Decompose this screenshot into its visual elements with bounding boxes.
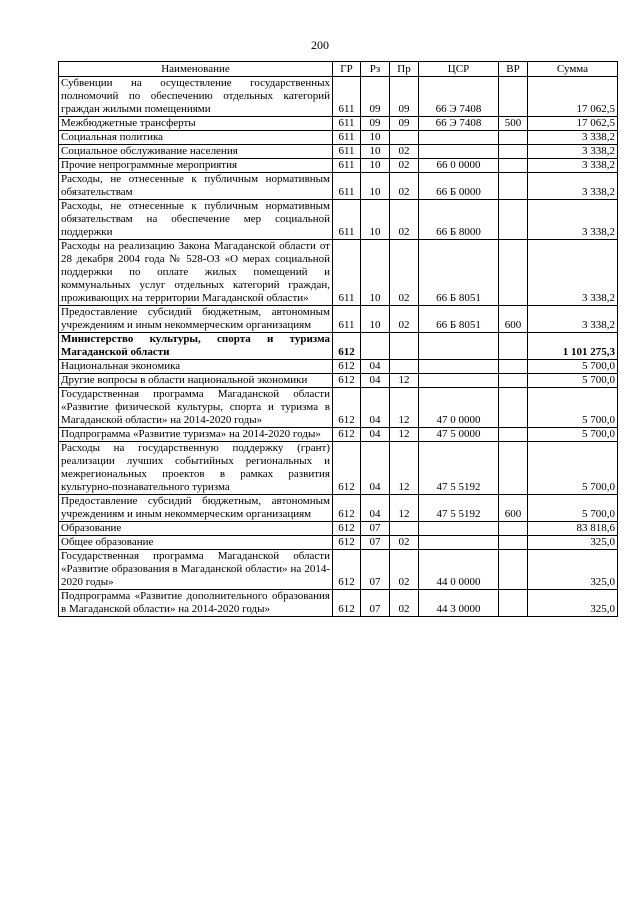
cell-sum: 5 700,0 [528, 388, 618, 428]
header-csr: ЦСР [419, 62, 499, 77]
cell-gr: 611 [333, 131, 361, 145]
cell-vr [499, 360, 528, 374]
cell-pr: 12 [390, 428, 419, 442]
cell-pr: 02 [390, 200, 419, 240]
table-row [59, 442, 618, 495]
table-row [59, 536, 618, 550]
table-row [59, 550, 618, 590]
cell-sum: 83 818,6 [528, 522, 618, 536]
cell-vr [499, 442, 528, 495]
cell-pr: 02 [390, 240, 419, 306]
cell-gr: 612 [333, 428, 361, 442]
cell-rz: 10 [361, 131, 390, 145]
cell-vr [499, 550, 528, 590]
cell-sum: 5 700,0 [528, 495, 618, 522]
cell-gr: 612 [333, 590, 361, 617]
cell-vr [499, 388, 528, 428]
table-row [59, 495, 618, 522]
cell-vr [499, 145, 528, 159]
cell-pr [390, 522, 419, 536]
budget-table [58, 61, 618, 617]
cell-gr: 611 [333, 77, 361, 117]
table-row [59, 428, 618, 442]
cell-gr: 612 [333, 333, 361, 360]
cell-vr [499, 77, 528, 117]
cell-pr: 02 [390, 173, 419, 200]
cell-csr [419, 360, 499, 374]
cell-csr [419, 131, 499, 145]
cell-rz: 07 [361, 536, 390, 550]
cell-vr: 500 [499, 117, 528, 131]
cell-rz: 04 [361, 360, 390, 374]
cell-rz: 10 [361, 306, 390, 333]
cell-sum: 3 338,2 [528, 159, 618, 173]
cell-gr: 612 [333, 388, 361, 428]
table-row [59, 388, 618, 428]
cell-name: Предоставление субсидий бюджетным, автономным учреждениям и иным некоммерческим организациям [59, 495, 333, 522]
header-gr: ГР [333, 62, 361, 77]
cell-name: Министерство культуры, спорта и туризма Магаданской области [59, 333, 333, 360]
cell-rz: 07 [361, 550, 390, 590]
cell-vr [499, 240, 528, 306]
cell-name: Расходы, не отнесенные к публичным нормативным обязательствам [59, 173, 333, 200]
header-vr: ВР [499, 62, 528, 77]
cell-name: Расходы на государственную поддержку (грант) реализации лучших событийных региональных и межрегиональных проектов в рамках развития культурно-познавательного туризма [59, 442, 333, 495]
cell-gr: 611 [333, 117, 361, 131]
cell-sum: 17 062,5 [528, 117, 618, 131]
cell-rz: 09 [361, 77, 390, 117]
cell-csr [419, 333, 499, 360]
cell-csr: 44 3 0000 [419, 590, 499, 617]
cell-sum: 3 338,2 [528, 240, 618, 306]
table-row [59, 374, 618, 388]
cell-gr: 612 [333, 374, 361, 388]
cell-pr: 02 [390, 306, 419, 333]
cell-vr [499, 536, 528, 550]
cell-pr [390, 333, 419, 360]
cell-rz [361, 333, 390, 360]
cell-name: Социальное обслуживание населения [59, 145, 333, 159]
cell-csr: 66 Б 8051 [419, 240, 499, 306]
cell-pr: 02 [390, 590, 419, 617]
cell-sum: 325,0 [528, 550, 618, 590]
cell-name: Расходы на реализацию Закона Магаданской области от 28 декабря 2004 года № 528-ОЗ «О мерах социальной поддержки по оплате жилых помещений и коммунальных услуг отдельных категорий граждан, проживающих на территории Магаданской области» [59, 240, 333, 306]
cell-vr [499, 333, 528, 360]
cell-csr: 66 Б 8051 [419, 306, 499, 333]
cell-name: Другие вопросы в области национальной экономики [59, 374, 333, 388]
cell-vr [499, 159, 528, 173]
cell-sum: 3 338,2 [528, 200, 618, 240]
cell-name: Подпрограмма «Развитие туризма» на 2014-2020 годы» [59, 428, 333, 442]
cell-pr: 02 [390, 550, 419, 590]
cell-sum: 3 338,2 [528, 145, 618, 159]
cell-csr: 66 Э 7408 [419, 77, 499, 117]
cell-pr: 09 [390, 117, 419, 131]
header-name: Наименование [59, 62, 333, 77]
cell-vr: 600 [499, 306, 528, 333]
table-row [59, 333, 618, 360]
cell-name: Предоставление субсидий бюджетным, автономным учреждениям и иным некоммерческим организациям [59, 306, 333, 333]
table-row [59, 131, 618, 145]
cell-name: Субвенции на осуществление государственных полномочий по обеспечению отдельных категорий граждан жилыми помещениями [59, 77, 333, 117]
table-row [59, 159, 618, 173]
cell-pr: 02 [390, 536, 419, 550]
cell-vr [499, 131, 528, 145]
cell-name: Национальная экономика [59, 360, 333, 374]
cell-sum: 325,0 [528, 590, 618, 617]
cell-name: Государственная программа Магаданской области «Развитие образования в Магаданской области» на 2014-2020 годы» [59, 550, 333, 590]
cell-csr: 47 5 5192 [419, 495, 499, 522]
cell-vr [499, 173, 528, 200]
cell-sum: 3 338,2 [528, 131, 618, 145]
cell-rz: 04 [361, 495, 390, 522]
cell-pr: 02 [390, 145, 419, 159]
cell-rz: 10 [361, 240, 390, 306]
cell-pr: 09 [390, 77, 419, 117]
cell-vr: 600 [499, 495, 528, 522]
cell-csr: 66 Б 8000 [419, 200, 499, 240]
cell-rz: 04 [361, 428, 390, 442]
cell-sum: 1 101 275,3 [528, 333, 618, 360]
cell-csr [419, 374, 499, 388]
cell-name: Образование [59, 522, 333, 536]
cell-gr: 611 [333, 200, 361, 240]
table-row [59, 145, 618, 159]
cell-sum: 3 338,2 [528, 173, 618, 200]
cell-name: Прочие непрограммные мероприятия [59, 159, 333, 173]
cell-vr [499, 522, 528, 536]
cell-vr [499, 200, 528, 240]
cell-csr: 47 5 5192 [419, 442, 499, 495]
cell-rz: 04 [361, 442, 390, 495]
table-row [59, 173, 618, 200]
cell-rz: 04 [361, 388, 390, 428]
cell-gr: 611 [333, 145, 361, 159]
table-row [59, 522, 618, 536]
cell-gr: 612 [333, 550, 361, 590]
cell-rz: 04 [361, 374, 390, 388]
cell-pr: 12 [390, 388, 419, 428]
cell-name: Государственная программа Магаданской области «Развитие физической культуры, спорта и туризма в Магаданской области» на 2014-2020 годы» [59, 388, 333, 428]
cell-name: Межбюджетные трансферты [59, 117, 333, 131]
header-pr: Пр [390, 62, 419, 77]
table-row [59, 77, 618, 117]
cell-pr: 02 [390, 159, 419, 173]
cell-name: Расходы, не отнесенные к публичным нормативным обязательствам на обеспечение мер социальной поддержки [59, 200, 333, 240]
cell-vr [499, 428, 528, 442]
cell-rz: 07 [361, 522, 390, 536]
cell-rz: 10 [361, 200, 390, 240]
cell-name: Социальная политика [59, 131, 333, 145]
cell-gr: 612 [333, 360, 361, 374]
header-sum: Сумма [528, 62, 618, 77]
cell-csr [419, 536, 499, 550]
table-row [59, 306, 618, 333]
table-row [59, 590, 618, 617]
cell-csr: 44 0 0000 [419, 550, 499, 590]
cell-name: Общее образование [59, 536, 333, 550]
page-number: 200 [311, 38, 329, 52]
cell-rz: 07 [361, 590, 390, 617]
cell-rz: 10 [361, 159, 390, 173]
table-row [59, 360, 618, 374]
cell-vr [499, 374, 528, 388]
cell-sum: 5 700,0 [528, 428, 618, 442]
header-row [59, 62, 618, 77]
table-row [59, 200, 618, 240]
cell-sum: 3 338,2 [528, 306, 618, 333]
cell-sum: 5 700,0 [528, 374, 618, 388]
cell-gr: 611 [333, 159, 361, 173]
cell-pr [390, 131, 419, 145]
cell-sum: 5 700,0 [528, 442, 618, 495]
cell-sum: 325,0 [528, 536, 618, 550]
cell-gr: 611 [333, 240, 361, 306]
cell-csr: 66 0 0000 [419, 159, 499, 173]
cell-csr: 47 5 0000 [419, 428, 499, 442]
cell-rz: 09 [361, 117, 390, 131]
cell-csr: 66 Б 0000 [419, 173, 499, 200]
cell-pr: 12 [390, 495, 419, 522]
cell-sum: 17 062,5 [528, 77, 618, 117]
cell-pr: 12 [390, 442, 419, 495]
cell-rz: 10 [361, 173, 390, 200]
cell-vr [499, 590, 528, 617]
cell-csr: 47 0 0000 [419, 388, 499, 428]
cell-sum: 5 700,0 [528, 360, 618, 374]
table-row [59, 240, 618, 306]
cell-pr: 12 [390, 374, 419, 388]
cell-gr: 612 [333, 442, 361, 495]
cell-gr: 612 [333, 495, 361, 522]
cell-pr [390, 360, 419, 374]
header-rz: Рз [361, 62, 390, 77]
cell-csr: 66 Э 7408 [419, 117, 499, 131]
table-row [59, 117, 618, 131]
cell-rz: 10 [361, 145, 390, 159]
cell-gr: 611 [333, 173, 361, 200]
cell-name: Подпрограмма «Развитие дополнительного образования в Магаданской области» на 2014-2020 годы» [59, 590, 333, 617]
cell-csr [419, 522, 499, 536]
cell-csr [419, 145, 499, 159]
cell-gr: 612 [333, 522, 361, 536]
cell-gr: 611 [333, 306, 361, 333]
cell-gr: 612 [333, 536, 361, 550]
